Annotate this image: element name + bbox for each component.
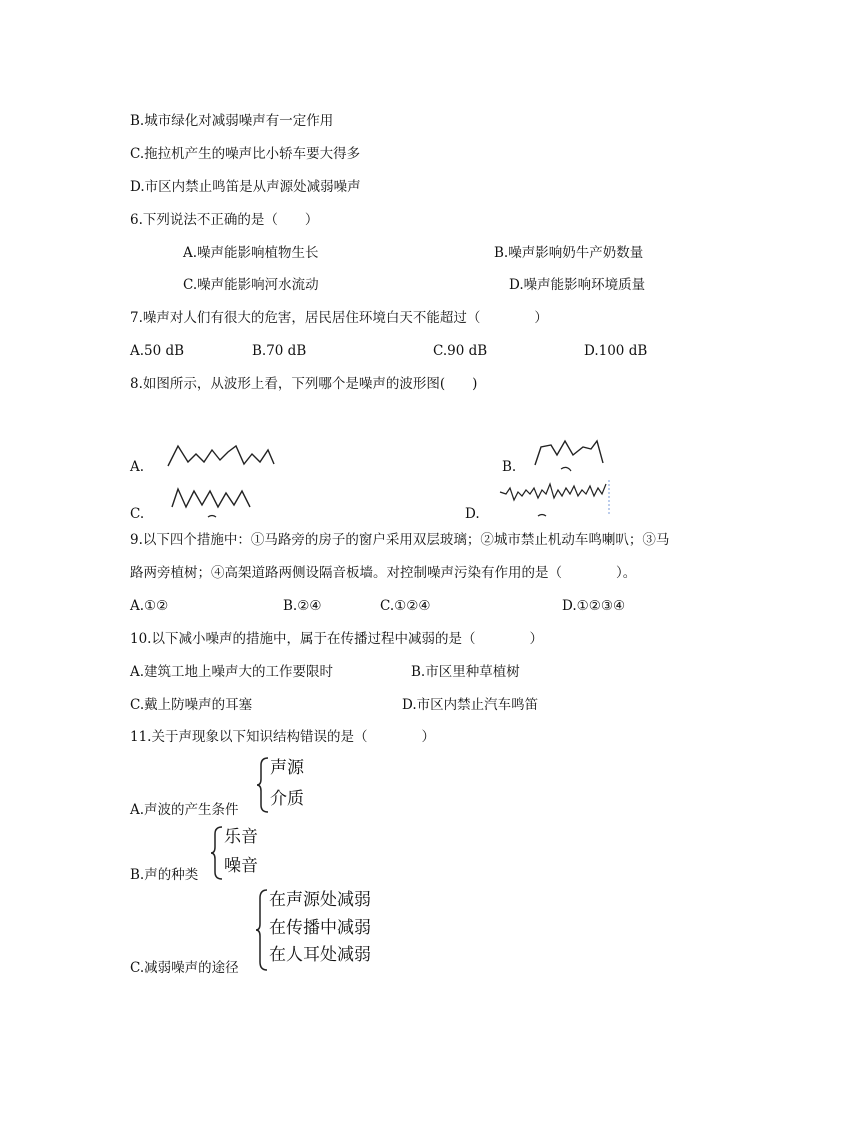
q10-option-a: A.建筑工地上噪声大的工作要限时 xyxy=(130,664,334,680)
q11-a-item-2: 介质 xyxy=(270,789,304,809)
waveform-b-image xyxy=(533,437,605,473)
q5-option-c: C.拖拉机产生的噪声比小轿车要大得多 xyxy=(130,146,361,162)
q10-option-c: C.戴上防噪声的耳塞 xyxy=(130,697,253,713)
q9-option-a: A.①② xyxy=(130,598,169,614)
brace-c-icon xyxy=(255,889,269,971)
q11-stem: 11.关于声现象以下知识结构错误的是（ ） xyxy=(130,729,435,745)
q9-stem-line1: 9.以下四个措施中：①马路旁的房子的窗户采用双层玻璃；②城市禁止机动车鸣喇叭；③马 xyxy=(130,532,670,548)
q8-stem: 8.如图所示，从波形上看，下列哪个是噪声的波形图( ) xyxy=(130,376,478,392)
q9-stem-line2: 路两旁植树；④高架道路两侧设隔音板墙。对控制噪声污染有作用的是（ ）。 xyxy=(130,565,637,581)
q11-option-c-label: C.减弱噪声的途径 xyxy=(130,960,239,976)
q6-stem: 6.下列说法不正确的是（ ） xyxy=(130,212,319,228)
q7-option-c: C.90 dB xyxy=(433,343,488,359)
q8-option-b-label: B. xyxy=(502,459,517,475)
q5-option-d: D.市区内禁止鸣笛是从声源处减弱噪声 xyxy=(130,179,361,195)
q6-option-b: B.噪声影响奶牛产奶数量 xyxy=(494,245,644,261)
q11-c-item-3: 在人耳处减弱 xyxy=(269,945,371,965)
q7-option-a: A.50 dB xyxy=(130,343,185,359)
q10-option-b: B.市区里种草植树 xyxy=(411,664,520,680)
q6-option-a: A.噪声能影响植物生长 xyxy=(183,245,319,261)
q11-c-item-2: 在传播中减弱 xyxy=(269,918,371,938)
q9-option-d: D.①②③④ xyxy=(562,598,626,614)
q6-option-c: C.噪声能影响河水流动 xyxy=(183,277,319,293)
q7-stem: 7.噪声对人们有很大的危害，居民居住环境白天不能超过（ ） xyxy=(130,310,548,326)
q8-option-d-label: D. xyxy=(465,506,480,522)
q9-option-c: C.①②④ xyxy=(380,598,431,614)
q10-option-d: D.市区内禁止汽车鸣笛 xyxy=(402,697,539,713)
q11-option-a-label: A.声波的产生条件 xyxy=(130,802,239,818)
q11-option-b-label: B.声的种类 xyxy=(130,867,199,883)
q11-a-item-1: 声源 xyxy=(270,758,304,778)
brace-a-icon xyxy=(256,757,270,813)
q11-c-item-1: 在声源处减弱 xyxy=(269,890,371,910)
waveform-c-image xyxy=(170,483,254,519)
waveform-a-image xyxy=(166,440,276,470)
q6-option-d: D.噪声能影响环境质量 xyxy=(509,277,646,293)
q11-b-item-2: 噪音 xyxy=(224,856,258,876)
brace-b-icon xyxy=(210,826,224,880)
q7-option-d: D.100 dB xyxy=(584,343,648,359)
q8-option-a-label: A. xyxy=(130,459,145,475)
q7-option-b: B.70 dB xyxy=(252,343,307,359)
waveform-d-image xyxy=(498,478,612,518)
q9-option-b: B.②④ xyxy=(283,598,322,614)
q10-stem: 10.以下减小噪声的措施中，属于在传播过程中减弱的是（ ） xyxy=(130,631,543,647)
q5-option-b: B.城市绿化对减弱噪声有一定作用 xyxy=(130,113,334,129)
q11-b-item-1: 乐音 xyxy=(224,827,258,847)
q8-option-c-label: C. xyxy=(130,506,145,522)
